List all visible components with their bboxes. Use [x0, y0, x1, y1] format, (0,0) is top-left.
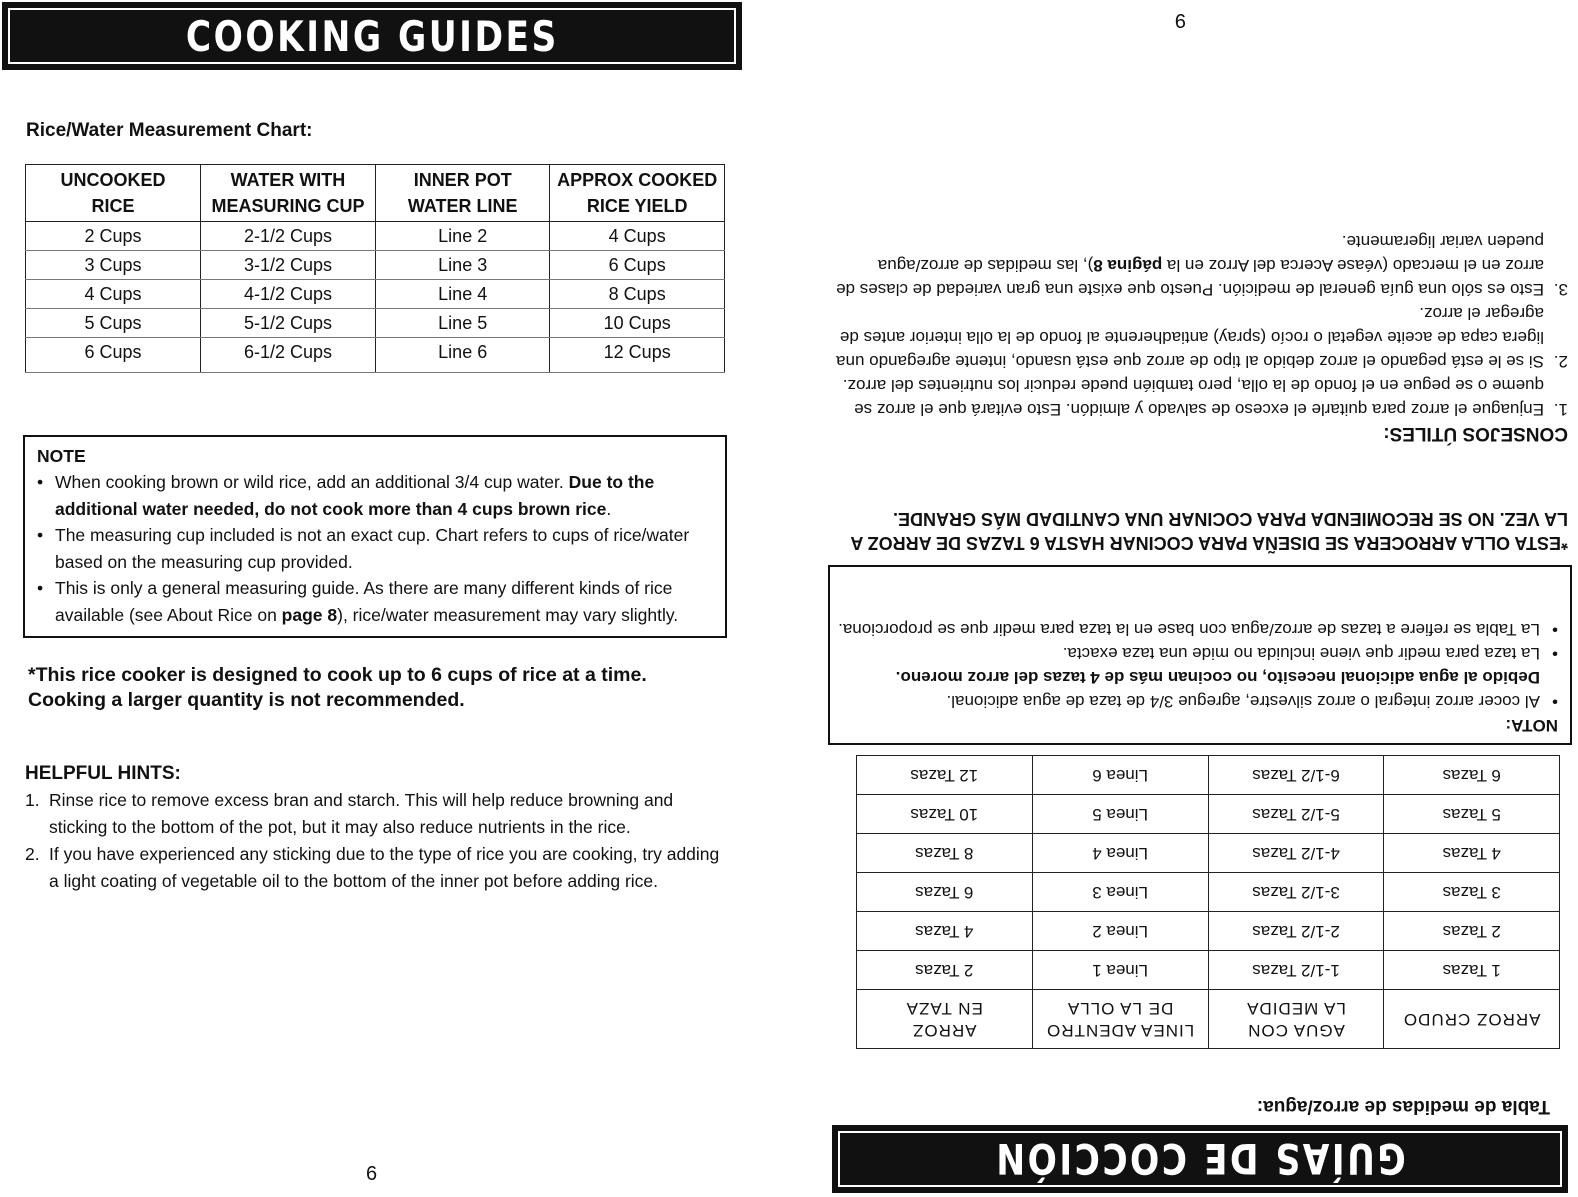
table-cell: 8 Tazas	[857, 834, 1033, 873]
table-cell: 6 Cups	[26, 338, 201, 373]
header-water-line: INNER POT WATER LINE	[376, 165, 550, 222]
header-agua: AGUA CON LA MEDIDA	[1208, 990, 1384, 1049]
table-cell: 5 Tazas	[1384, 795, 1560, 834]
note-box	[23, 435, 727, 638]
table-cell: 1-1/2 Tazas	[1208, 951, 1384, 990]
table-cell: Line 5	[376, 309, 550, 338]
header-yield: APPROX COOKED RICE YIELD	[550, 165, 725, 222]
note-title: NOTA:	[1505, 716, 1558, 735]
helpful-hints	[25, 760, 725, 895]
note-bullet: • This is only a general measuring guide. As there are many different kinds of rice available (see About Rice on page 8), rice/water measurement may vary slightly.	[37, 575, 717, 628]
note-bullet: • La taza para medir que viene incluida no mide una taza exacta.	[838, 641, 1558, 665]
table-cell: Linea 3	[1032, 873, 1208, 912]
table-cell: Line 6	[376, 338, 550, 373]
table-cell: 2-1/2 Tazas	[1208, 912, 1384, 951]
capacity-warning: *ESTA OLLA ARROCERA SE DISEÑA PARA COCINAR HASTA 6 TAZAS DE ARROZ A LA VEZ. NO SE RECOMIENDA PARA COCINAR UNA CANTIDAD MÁS GRANDE.	[850, 509, 1568, 553]
page-number: 6	[366, 1163, 378, 1185]
table-cell: Line 2	[376, 222, 550, 251]
bullet-icon: •	[37, 472, 44, 492]
table-cell: 6-1/2 Cups	[200, 338, 375, 373]
table-cell: 6-1/2 Tazas	[1208, 756, 1384, 795]
table-cell: 6 Tazas	[1384, 756, 1560, 795]
note-bullet: • When cooking brown or wild rice, add an additional 3/4 cup water. Due to the additional water needed, do not cook more than 4 cups brown rice.	[37, 469, 717, 522]
table-row	[26, 280, 725, 309]
table-cell: 3-1/2 Cups	[200, 251, 375, 280]
table-cell: 2-1/2 Cups	[200, 222, 375, 251]
table-cell: Line 4	[376, 280, 550, 309]
table-row	[857, 756, 1560, 795]
table-cell: 4 Cups	[26, 280, 201, 309]
bullet-icon: •	[37, 525, 44, 545]
table-row	[26, 251, 725, 280]
note-bullet: • La Tabla se refiere a tazas de arroz/agua con base en la taza para medir que se proporciona.	[838, 617, 1558, 641]
guias-banner	[832, 1125, 1568, 1193]
hint-item: 1. Rinse rice to remove excess bran and starch. This will help reduce browning and sticking to the bottom of the pot, but it may also reduce nutrients in the rice.	[25, 790, 674, 837]
table-row	[26, 309, 725, 338]
table-row	[26, 338, 725, 373]
header-water: WATER WITH MEASURING CUP	[200, 165, 375, 222]
table-cell: Linea 2	[1032, 912, 1208, 951]
table-cell: 4 Tazas	[1384, 834, 1560, 873]
table-cell: 4-1/2 Tazas	[1208, 834, 1384, 873]
bullet-icon: •	[1552, 692, 1558, 711]
table-cell: Linea 5	[1032, 795, 1208, 834]
table-cell: 6 Cups	[550, 251, 725, 280]
hints-title: HELPFUL HINTS:	[25, 763, 181, 784]
table-cell: 4 Cups	[550, 222, 725, 251]
note-bullet: • Al cocer arroz integral o arroz silvestre, agregue 3/4 de taza de agua adicional. Debido al agua adicional necesito, no cocinan más de 4 tazas del arroz moreno.	[838, 665, 1558, 713]
hints-title: CONSEJOS ÚTILES:	[1383, 423, 1568, 444]
header-arroz-crudo: ARROZ CRUDO	[1384, 990, 1560, 1049]
note-bullet: • The measuring cup included is not an exact cup. Chart refers to cups of rice/water based on the measuring cup provided.	[37, 522, 717, 575]
table-cell: 2 Tazas	[857, 951, 1033, 990]
table-cell: 6 Tazas	[857, 873, 1033, 912]
spanish-page	[789, 0, 1578, 1197]
bullet-icon: •	[1552, 644, 1558, 663]
hint-item: 3. Esto es sólo una guía general de medición. Puesto que existe una gran variedad de clases de arroz en el mercado (véase Acerca del Arroz en la página 8), las medidas de arroz/agua pueden variar ligeramente.	[836, 232, 1568, 299]
table-cell: 4-1/2 Cups	[200, 280, 375, 309]
nota-box	[828, 565, 1572, 745]
table-cell: 2 Cups	[26, 222, 201, 251]
note-title: NOTE	[37, 446, 86, 466]
table-row	[857, 951, 1560, 990]
table-cell: 8 Cups	[550, 280, 725, 309]
table-cell: 5-1/2 Tazas	[1208, 795, 1384, 834]
table-cell: Linea 4	[1032, 834, 1208, 873]
hint-item: 2. If you have experienced any sticking due to the type of rice you are cooking, try adding a light coating of vegetable oil to the bottom of the inner pot before adding rice.	[25, 844, 720, 891]
table-cell: 3 Cups	[26, 251, 201, 280]
capacity-warning: *This rice cooker is designed to cook up to 6 cups of rice at a time. Cooking a larger quantity is not recommended.	[28, 664, 647, 711]
table-row	[26, 222, 725, 251]
table-cell: 12 Cups	[550, 338, 725, 373]
table-cell: 4 Tazas	[857, 912, 1033, 951]
table-cell: Linea 1	[1032, 951, 1208, 990]
table-cell: 12 Tazas	[857, 756, 1033, 795]
hint-item: 1. Enjuague el arroz para quitarle el exceso de salvado y almidón. Esto evitará que el arroz se queme o se pegue en el fondo de la olla, pero también puede reducir los nutrientes del arroz.	[842, 376, 1568, 419]
page-number: 9	[1174, 9, 1186, 31]
table-row	[857, 834, 1560, 873]
banner-title: GUÍAS DE COCCIÓN	[994, 1134, 1407, 1184]
table-row	[857, 873, 1560, 912]
chart-header-row	[26, 165, 725, 222]
bullet-icon: •	[37, 578, 44, 598]
tabla-medidas	[856, 755, 1560, 1049]
bullet-icon: •	[1552, 620, 1558, 639]
banner-title: COOKING GUIDES	[185, 11, 559, 61]
hint-item: 2. Si se le está pegando el arroz debido al tipo de arroz que está usando, intente agregando una ligera capa de aceite vegetal o rocío (spray) antiadherente al fondo de la olla interior antes de agregar el arroz.	[836, 304, 1568, 371]
chart-title: Tabla de medidas de arroz/agua:	[1256, 1096, 1550, 1117]
table-cell: 3-1/2 Tazas	[1208, 873, 1384, 912]
header-arroz-taza: ARROZ EN TAZA	[857, 990, 1033, 1049]
table-cell: 5 Cups	[26, 309, 201, 338]
rice-water-chart	[25, 164, 725, 373]
table-row	[857, 912, 1560, 951]
table-cell: 2 Tazas	[1384, 912, 1560, 951]
table-cell: 1 Tazas	[1384, 951, 1560, 990]
table-cell: 10 Tazas	[857, 795, 1033, 834]
table-cell: 3 Tazas	[1384, 873, 1560, 912]
cooking-guides-banner	[2, 2, 742, 70]
table-cell: Line 3	[376, 251, 550, 280]
chart-header-row	[857, 990, 1560, 1049]
header-linea: LINEA ADENTRO DE LA OLLA	[1032, 990, 1208, 1049]
header-uncooked-rice: UNCOOKED RICE	[26, 165, 201, 222]
table-cell: 5-1/2 Cups	[200, 309, 375, 338]
table-row	[857, 795, 1560, 834]
chart-title: Rice/Water Measurement Chart:	[26, 120, 313, 141]
table-cell: 10 Cups	[550, 309, 725, 338]
consejos-utiles	[828, 229, 1568, 445]
table-cell: Linea 6	[1032, 756, 1208, 795]
